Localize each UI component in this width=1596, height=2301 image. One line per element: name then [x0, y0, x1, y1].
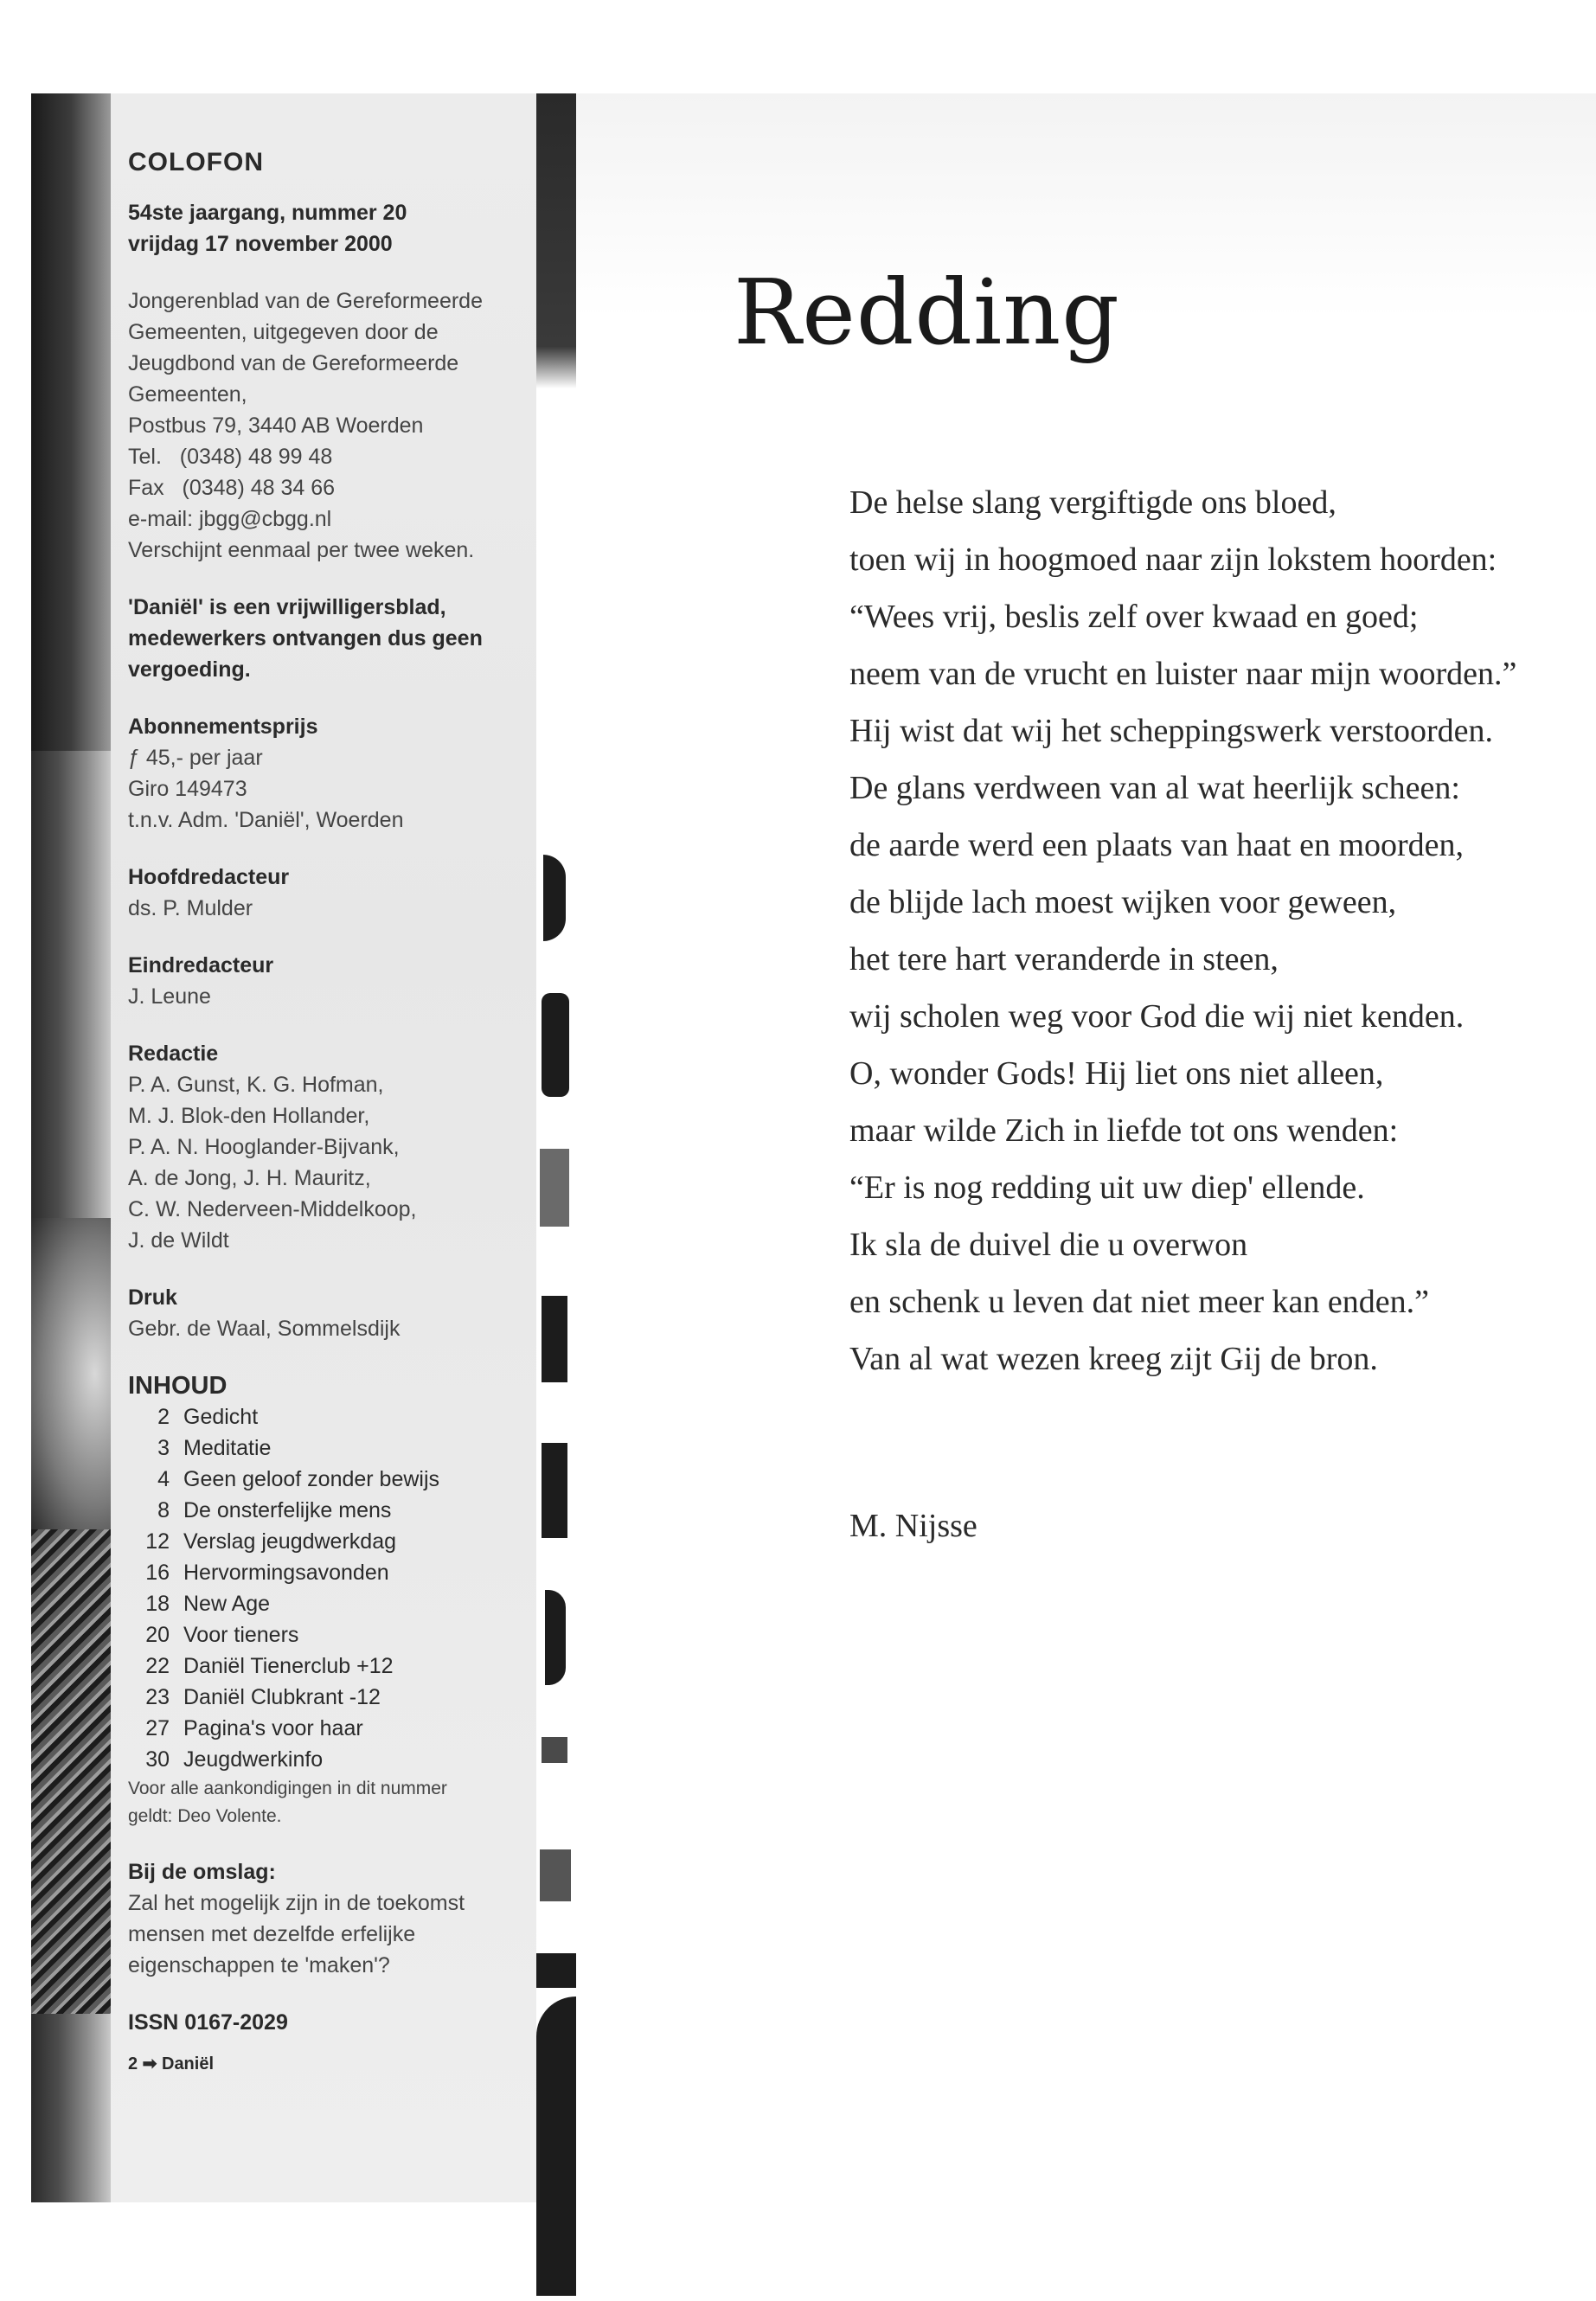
- toc-item: [128, 1433, 526, 1464]
- contents-block: [128, 1370, 526, 1830]
- toc-title: Voor tieners: [183, 1623, 299, 1647]
- publisher-line: Jongerenblad van de Gereformeerde: [128, 289, 483, 313]
- toc-item: [128, 1588, 526, 1619]
- editorial-label: Redactie: [128, 1042, 219, 1066]
- toc-title: Geen geloof zonder bewijs: [183, 1467, 440, 1491]
- email-address: e-mail: jbgg@cbgg.nl: [128, 507, 332, 531]
- printer-name: Gebr. de Waal, Sommelsdijk: [128, 1317, 401, 1341]
- band-mark: [536, 1997, 576, 2296]
- toc-item: [128, 1464, 526, 1495]
- deo-volente-note: Voor alle aankondigingen in dit nummer: [128, 1779, 447, 1798]
- poem-line: de blijde lach moest wijken voor geween,: [849, 884, 1397, 920]
- poem-line: “Er is nog redding uit uw diep' ellende.: [849, 1170, 1365, 1206]
- poem-line: Van al wat wezen kreeg zijt Gij de bron.: [849, 1341, 1378, 1377]
- final-editor-label: Eindredacteur: [128, 953, 274, 977]
- toc-page: 4: [157, 1467, 170, 1491]
- poem-line: De helse slang vergiftigde ons bloed,: [849, 484, 1336, 521]
- poem-body: [849, 474, 1576, 1388]
- poem-line: toen wij in hoogmoed naar zijn lokstem hoorden:: [849, 542, 1497, 578]
- photo-hair-region: [31, 1529, 111, 2014]
- subscription-label: Abonnementsprijs: [128, 715, 318, 739]
- toc-item: [128, 1619, 526, 1650]
- cover-caption-line: Zal het mogelijk zijn in de toekomst: [128, 1891, 465, 1915]
- edition-date: vrijdag 17 november 2000: [128, 232, 393, 256]
- publisher-line: Gemeenten,: [128, 382, 247, 407]
- cover-caption-line: eigenschappen te 'maken'?: [128, 1953, 390, 1977]
- band-mark: [542, 1296, 567, 1382]
- volunteer-line: 'Daniël' is een vrijwilligersblad,: [128, 595, 446, 619]
- volunteer-line: medewerkers ontvangen dus geen: [128, 626, 483, 651]
- subscription-block: [128, 711, 526, 836]
- poem-line: en schenk u leven dat niet meer kan enden.”: [849, 1284, 1429, 1320]
- poem-line: wij scholen weg voor God die wij niet kenden.: [849, 998, 1465, 1035]
- final-editor-block: [128, 950, 526, 1012]
- cover-caption-line: mensen met dezelfde erfelijke: [128, 1922, 416, 1946]
- toc-title: Jeugdwerkinfo: [183, 1747, 324, 1772]
- print-block: [128, 1282, 526, 1344]
- edition-volume: 54ste jaargang, nummer 20: [128, 201, 407, 225]
- giro-recipient: t.n.v. Adm. 'Daniël', Woerden: [128, 808, 404, 832]
- band-mark: [540, 1849, 571, 1901]
- cover-caption-block: [128, 1856, 526, 1981]
- toc-page: 23: [145, 1685, 170, 1709]
- band-mark: [542, 993, 569, 1097]
- toc-title: De onsterfelijke mens: [183, 1498, 392, 1522]
- toc-title: Meditatie: [183, 1436, 272, 1460]
- photo-shadow-top: [31, 93, 111, 751]
- editorial-line: A. de Jong, J. H. Mauritz,: [128, 1166, 371, 1190]
- issn-number: ISSN 0167-2029: [128, 2010, 288, 2035]
- toc-page: 3: [157, 1436, 170, 1460]
- poem-title: Redding: [734, 260, 1120, 365]
- toc-item: [128, 1713, 526, 1744]
- band-mark: [545, 1590, 566, 1685]
- band-mark: [543, 855, 566, 941]
- toc-page: 30: [145, 1747, 170, 1772]
- toc-page: 2: [157, 1405, 170, 1429]
- toc-title: New Age: [183, 1592, 271, 1616]
- volunteer-line: vergoeding.: [128, 657, 251, 682]
- toc-title: Hervormingsavonden: [183, 1561, 389, 1585]
- toc-title: Daniël Clubkrant -12: [183, 1685, 381, 1709]
- editorial-block: [128, 1038, 526, 1256]
- print-label: Druk: [128, 1285, 177, 1310]
- fax-number: Fax (0348) 48 34 66: [128, 476, 336, 500]
- toc-page: 8: [157, 1498, 170, 1522]
- band-mark: [542, 1443, 567, 1538]
- toc-page: 12: [145, 1529, 170, 1554]
- poem-line: “Wees vrij, beslis zelf over kwaad en goed;: [849, 599, 1419, 635]
- edition-block: [128, 197, 526, 260]
- deo-volente-note: geldt: Deo Volente.: [128, 1806, 282, 1826]
- poem-line: het tere hart veranderde in steen,: [849, 941, 1279, 977]
- toc-page: 20: [145, 1623, 170, 1647]
- frequency-note: Verschijnt eenmaal per twee weken.: [128, 538, 475, 562]
- contents-heading: INHOUD: [128, 1372, 228, 1400]
- poem-line: Ik sla de duivel die u overwon: [849, 1227, 1248, 1263]
- toc-title: Verslag jeugdwerkdag: [183, 1529, 396, 1554]
- toc-item: [128, 1526, 526, 1557]
- publisher-block: [128, 285, 526, 566]
- editorial-line: J. de Wildt: [128, 1228, 229, 1253]
- page-footer: 2 ➡ Daniël: [128, 2054, 215, 2073]
- photo-face-region: [31, 1218, 111, 1529]
- giro-number: Giro 149473: [128, 777, 247, 801]
- toc-page: 22: [145, 1654, 170, 1678]
- editorial-line: C. W. Nederveen-Middelkoop,: [128, 1197, 417, 1221]
- poem-line: De glans verdween van al wat heerlijk scheen:: [849, 770, 1460, 806]
- final-editor-name: J. Leune: [128, 984, 211, 1009]
- toc-item: [128, 1682, 526, 1713]
- editorial-line: P. A. Gunst, K. G. Hofman,: [128, 1073, 384, 1097]
- subscription-price: ƒ 45,- per jaar: [128, 746, 263, 770]
- band-mark: [542, 1737, 567, 1763]
- toc-page: 27: [145, 1716, 170, 1740]
- colofon-column: [128, 138, 526, 2080]
- cover-edge-band: [536, 93, 576, 2202]
- editorial-line: P. A. N. Hooglander-Bijvank,: [128, 1135, 400, 1159]
- toc-page: 16: [145, 1561, 170, 1585]
- toc-page: 18: [145, 1592, 170, 1616]
- band-mark: [540, 1149, 569, 1227]
- publisher-line: Jeugdbond van de Gereformeerde: [128, 351, 459, 375]
- editor-in-chief-label: Hoofdredacteur: [128, 865, 290, 889]
- poem-line: de aarde werd een plaats van haat en moorden,: [849, 827, 1465, 863]
- toc-title: Pagina's voor haar: [183, 1716, 363, 1740]
- poem-line: neem van de vrucht en luister naar mijn woorden.”: [849, 656, 1517, 692]
- editorial-line: M. J. Blok-den Hollander,: [128, 1104, 370, 1128]
- cover-photo-strip: [31, 93, 111, 2202]
- poem-line: Hij wist dat wij het scheppingswerk verstoorden.: [849, 713, 1494, 749]
- toc-item: [128, 1650, 526, 1682]
- poem-author: M. Nijsse: [849, 1508, 977, 1544]
- toc-title: Daniël Tienerclub +12: [183, 1654, 394, 1678]
- editor-in-chief-name: ds. P. Mulder: [128, 896, 253, 920]
- editor-in-chief-block: [128, 862, 526, 924]
- toc-item: [128, 1401, 526, 1433]
- toc-item: [128, 1557, 526, 1588]
- colofon-heading: COLOFON: [128, 148, 264, 176]
- toc-title: Gedicht: [183, 1405, 259, 1429]
- postal-address: Postbus 79, 3440 AB Woerden: [128, 413, 424, 438]
- volunteer-note: [128, 592, 526, 685]
- toc-item: [128, 1744, 526, 1775]
- cover-caption-label: Bij de omslag:: [128, 1860, 276, 1884]
- band-mark: [536, 1953, 576, 1988]
- poem-line: maar wilde Zich in liefde tot ons wenden:: [849, 1112, 1399, 1149]
- publisher-line: Gemeenten, uitgegeven door de: [128, 320, 439, 344]
- poem-line: O, wonder Gods! Hij liet ons niet alleen,: [849, 1055, 1384, 1092]
- toc-item: [128, 1495, 526, 1526]
- phone-number: Tel. (0348) 48 99 48: [128, 445, 333, 469]
